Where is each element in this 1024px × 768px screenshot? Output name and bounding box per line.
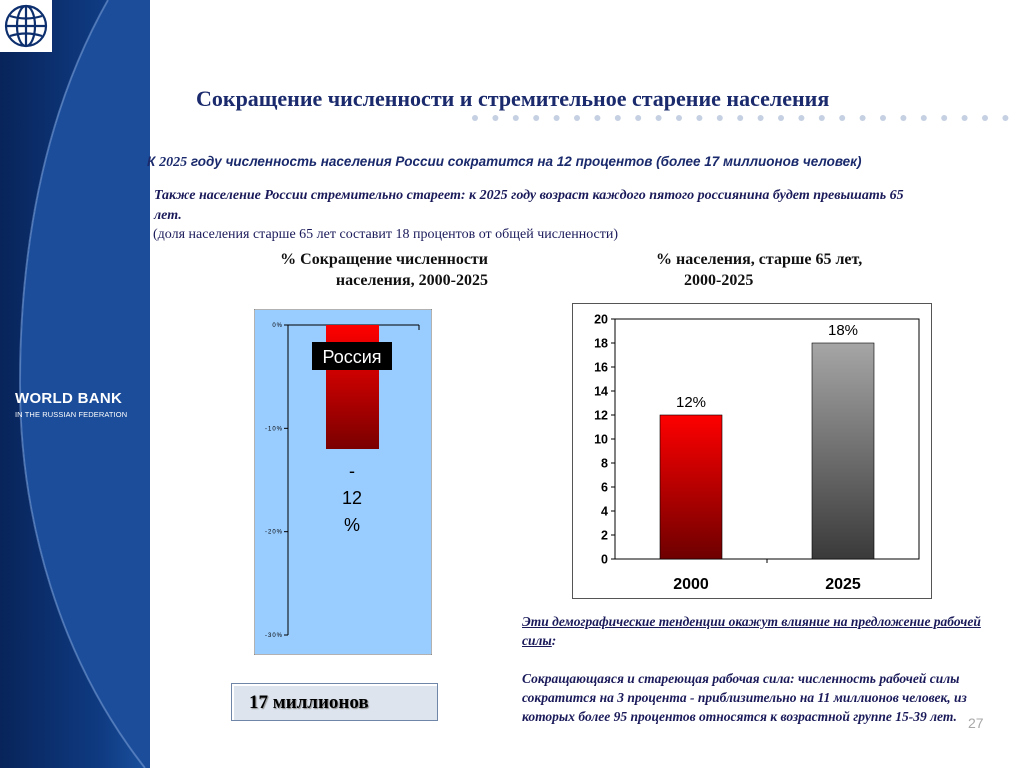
y-tick-label: 18 bbox=[594, 336, 608, 351]
right-chart-heading bbox=[600, 249, 960, 291]
bar-2025 bbox=[812, 343, 874, 559]
side-panel-background bbox=[0, 0, 150, 768]
decorative-dot bbox=[594, 115, 600, 121]
y-tick-label: -10% bbox=[264, 426, 283, 433]
labor-impact-note bbox=[522, 612, 992, 726]
decorative-dot bbox=[717, 115, 723, 121]
population-decline-chart bbox=[254, 309, 432, 655]
bar-2000 bbox=[660, 415, 722, 559]
decorative-dot bbox=[676, 115, 682, 121]
bar-value-label: 12 bbox=[341, 488, 363, 508]
page-title: Сокращение численности и стремительное старение населения bbox=[196, 86, 830, 111]
note-body: численность рабочей силы сократится на 3 процента - приблизительно на 11 миллионов человек, из которых более 95 процентов относятся к возрастной группе 15-39 лет. bbox=[522, 671, 967, 724]
decorative-dot bbox=[941, 115, 947, 121]
decorative-dot bbox=[533, 115, 539, 121]
right-chart-heading-line2: 2000-2025 bbox=[684, 272, 754, 289]
right-chart-heading-line1: % населения, старше 65 лет, bbox=[656, 251, 863, 268]
decorative-dot bbox=[554, 115, 560, 121]
y-tick-label: 0 bbox=[601, 552, 608, 567]
decorative-dot bbox=[696, 115, 702, 121]
decorative-dot bbox=[900, 115, 906, 121]
decorative-dot bbox=[574, 115, 580, 121]
decorative-dot bbox=[798, 115, 804, 121]
decorative-dot bbox=[615, 115, 621, 121]
decorative-dot bbox=[860, 115, 866, 121]
decorative-dot bbox=[839, 115, 845, 121]
lead-prefix: К bbox=[147, 154, 156, 169]
decorative-dot bbox=[880, 115, 886, 121]
y-tick-label: 2 bbox=[601, 528, 608, 543]
bar-value-label: % bbox=[343, 515, 361, 535]
population-loss-label: 17 миллионов bbox=[249, 692, 369, 713]
aging-share-paragraph: (доля населения старше 65 лет составит 18 процентов от общей численности) bbox=[153, 227, 619, 242]
brand-name: WORLD BANK bbox=[15, 390, 123, 407]
decorative-dot bbox=[982, 115, 988, 121]
y-tick-label: -20% bbox=[264, 529, 283, 536]
aging-paragraph: Также население России стремительно стареет: к 2025 году возраст каждого пятого россиянина будет превышать 65 лет. bbox=[154, 188, 904, 223]
decorative-dot bbox=[472, 115, 478, 121]
decorative-dot bbox=[656, 115, 662, 121]
decorative-dot bbox=[737, 115, 743, 121]
note-title: Эти демографические тенденции окажут влияние на предложение рабочей силы bbox=[522, 614, 981, 648]
bar-value-label: 18% bbox=[827, 322, 859, 339]
lead-statement bbox=[147, 154, 1024, 171]
decorative-dot bbox=[492, 115, 498, 121]
x-tick-label: 2000 bbox=[673, 576, 709, 593]
left-chart-heading-line2: населения, 2000-2025 bbox=[335, 272, 488, 289]
decorative-dot bbox=[819, 115, 825, 121]
y-tick-label: 4 bbox=[601, 504, 608, 519]
left-chart-heading bbox=[200, 249, 488, 291]
globe-logo-icon bbox=[0, 0, 52, 52]
decorative-dot bbox=[1002, 115, 1008, 121]
decorative-dot bbox=[962, 115, 968, 121]
bar-value-label: 12% bbox=[675, 394, 707, 411]
decorative-dot bbox=[921, 115, 927, 121]
decorative-dot bbox=[758, 115, 764, 121]
elderly-share-chart bbox=[572, 303, 932, 599]
lead-rest: году численность населения России сократится на 12 процентов (более 17 миллионов человек) bbox=[190, 154, 862, 169]
note-title-colon: : bbox=[551, 633, 557, 648]
y-tick-label: 0% bbox=[272, 323, 283, 329]
left-chart-heading-line1: % Сокращение численности bbox=[280, 251, 488, 268]
y-tick-label: 20 bbox=[594, 312, 608, 327]
bar-value-label: - bbox=[349, 461, 355, 481]
page-number: 27 bbox=[968, 715, 984, 731]
category-label: Россия bbox=[322, 347, 382, 367]
decorative-dot bbox=[513, 115, 519, 121]
decorative-dot bbox=[635, 115, 641, 121]
decorative-dots bbox=[470, 114, 1024, 122]
population-loss-box bbox=[231, 683, 438, 721]
decorative-dot bbox=[778, 115, 784, 121]
y-tick-label: 6 bbox=[601, 480, 608, 495]
y-tick-label: 8 bbox=[601, 456, 608, 471]
note-lead: Сокращающаяся и стареющая рабочая сила: bbox=[522, 671, 795, 686]
lead-year: 2025 bbox=[159, 155, 188, 170]
y-tick-label: 14 bbox=[594, 384, 608, 399]
brand-subtitle: IN THE RUSSIAN FEDERATION bbox=[15, 410, 128, 419]
y-tick-label: 10 bbox=[594, 432, 608, 447]
y-tick-label: -30% bbox=[264, 633, 283, 639]
y-tick-label: 16 bbox=[594, 360, 608, 375]
x-tick-label: 2025 bbox=[825, 576, 861, 593]
side-panel bbox=[0, 0, 150, 768]
y-tick-label: 12 bbox=[594, 408, 608, 423]
